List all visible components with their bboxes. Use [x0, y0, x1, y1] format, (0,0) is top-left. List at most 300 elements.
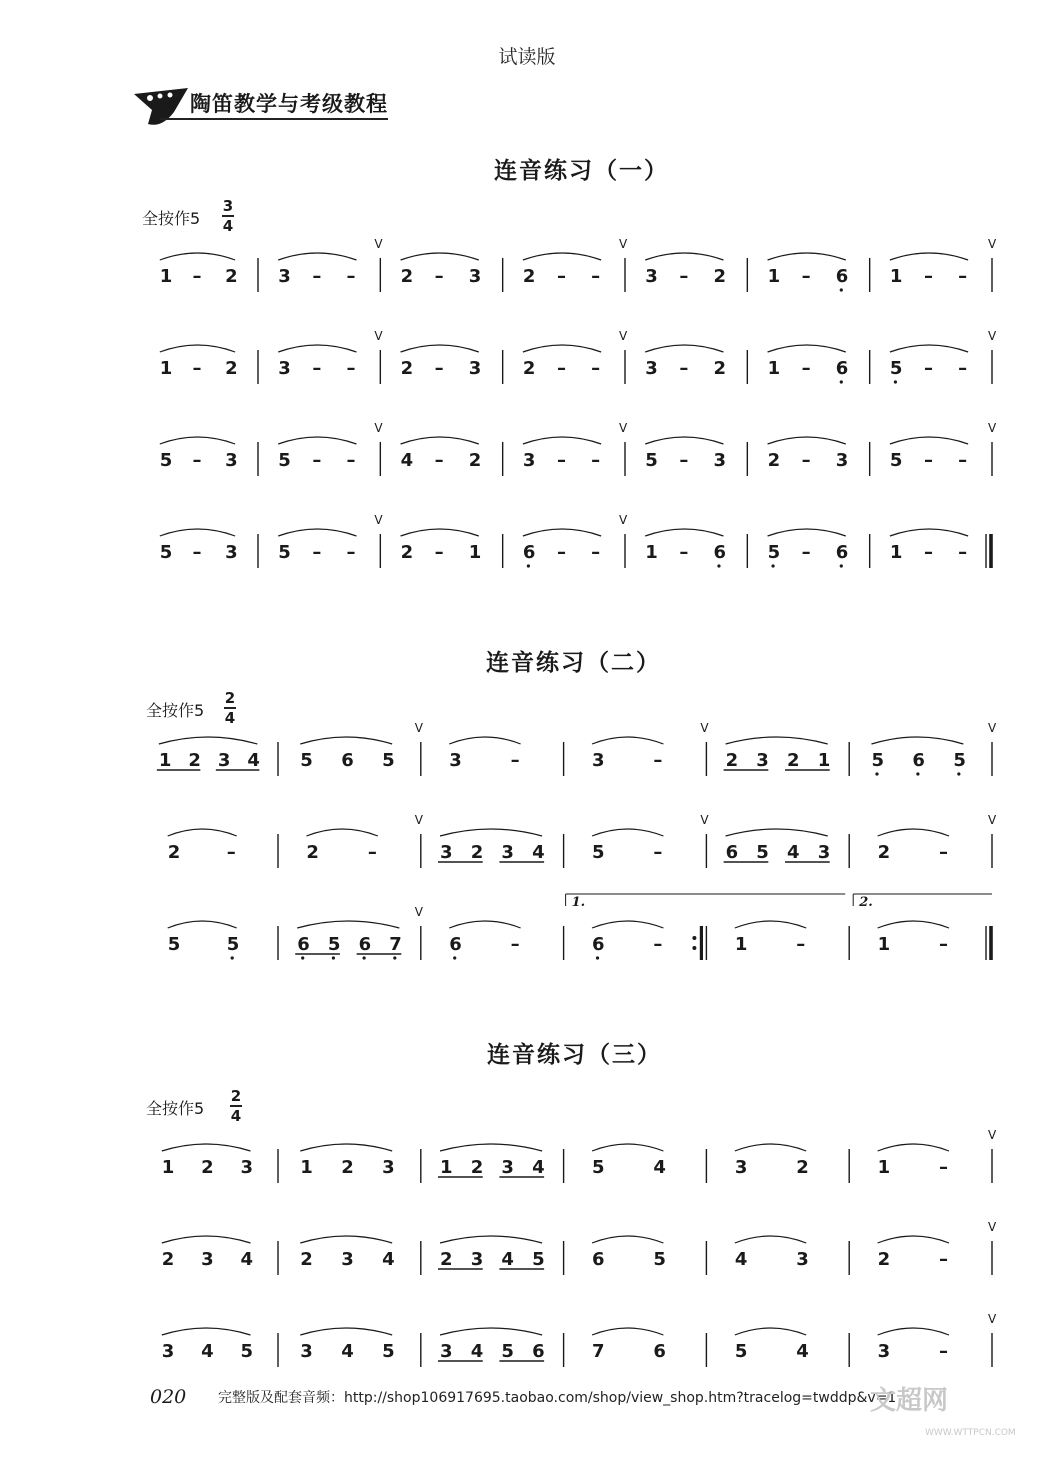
slur: [592, 1144, 663, 1151]
jianpu-note: 4: [247, 750, 260, 771]
breath-mark: V: [374, 421, 383, 435]
dash-note: –: [346, 450, 356, 471]
dash-note: –: [557, 542, 567, 563]
jianpu-note: 1: [300, 1157, 313, 1178]
jianpu-note: 3: [522, 450, 536, 471]
low-octave-dot: [527, 564, 530, 567]
slur: [440, 1236, 542, 1243]
dash-note: –: [679, 358, 689, 379]
dash-note: –: [924, 450, 934, 471]
key-signature-1: 全按作5: [142, 209, 201, 228]
slur: [735, 1236, 806, 1243]
time-signature-2: 2 4: [224, 689, 236, 727]
dash-note: –: [939, 1249, 949, 1270]
slur: [297, 921, 399, 928]
jianpu-note: 6: [912, 750, 925, 771]
jianpu-note: 2: [400, 542, 414, 563]
dash-note: –: [192, 450, 202, 471]
jianpu-note: 4: [400, 450, 414, 471]
slur: [440, 829, 542, 836]
time-signature-1: 3 4: [222, 197, 234, 235]
jianpu-note: 5: [767, 542, 781, 563]
low-octave-dot: [717, 564, 720, 567]
jianpu-note: 6: [532, 1341, 545, 1362]
slur: [726, 737, 828, 744]
jianpu-note: 7: [389, 934, 402, 955]
jianpu-note: 2: [877, 842, 891, 863]
jianpu-note: 5: [734, 1341, 748, 1362]
jianpu-note: 5: [382, 750, 395, 771]
jianpu-note: 1: [158, 750, 172, 771]
slur: [592, 1328, 663, 1335]
jianpu-note: 1: [889, 542, 903, 563]
low-octave-dot: [363, 956, 366, 959]
dash-note: –: [312, 450, 322, 471]
breath-mark: V: [988, 421, 997, 435]
slur: [890, 253, 968, 260]
jianpu-note: 5: [592, 1157, 605, 1178]
jianpu-note: 2: [877, 1249, 891, 1270]
jianpu-note: 5: [645, 450, 658, 471]
jianpu-note: 3: [645, 358, 658, 379]
jianpu-note: 4: [240, 1249, 253, 1270]
breath-mark: V: [414, 905, 424, 919]
slur: [160, 253, 235, 260]
slur: [162, 1328, 251, 1335]
jianpu-note: 3: [225, 542, 238, 563]
jianpu-note: 6: [835, 266, 849, 287]
section-title-2: 连音练习（二）: [486, 650, 661, 676]
jianpu-note: 3: [440, 842, 453, 863]
slur: [168, 829, 237, 836]
repeat-dot: [692, 936, 696, 940]
jianpu-note: 5: [159, 542, 173, 563]
jianpu-note: 3: [382, 1157, 395, 1178]
jianpu-note: 1: [468, 542, 482, 563]
jianpu-note: 6: [449, 934, 462, 955]
jianpu-note: 1: [817, 750, 831, 771]
slur: [440, 1144, 542, 1151]
dash-note: –: [924, 542, 934, 563]
slur: [401, 253, 479, 260]
trial-label: 试读版: [498, 46, 556, 68]
dash-note: –: [939, 1157, 949, 1178]
jianpu-note: 3: [217, 750, 231, 771]
breath-mark: V: [988, 1312, 997, 1326]
dash-note: –: [312, 358, 322, 379]
slur: [768, 437, 846, 444]
jianpu-note: 2: [470, 842, 484, 863]
jianpu-note: 2: [188, 750, 201, 771]
slur: [523, 529, 601, 536]
slur: [735, 1328, 806, 1335]
slur: [878, 829, 949, 836]
jianpu-note: 5: [501, 1341, 514, 1362]
section-title-3: 连音练习（三）: [487, 1042, 662, 1068]
jianpu-note: 1: [767, 266, 781, 287]
dash-note: –: [434, 358, 444, 379]
dash-note: –: [591, 450, 601, 471]
breath-mark: V: [988, 721, 997, 735]
jianpu-note: 3: [796, 1249, 809, 1270]
dash-note: –: [434, 542, 444, 563]
jianpu-note: 5: [240, 1341, 253, 1362]
slur: [890, 529, 968, 536]
jianpu-note: 4: [787, 842, 800, 863]
dash-note: –: [192, 266, 202, 287]
dash-note: –: [958, 358, 968, 379]
jianpu-note: 3: [225, 450, 238, 471]
slur: [768, 345, 846, 352]
jianpu-note: 5: [889, 450, 903, 471]
slur: [878, 1236, 949, 1243]
jianpu-note: 2: [522, 358, 536, 379]
breath-mark: V: [988, 1128, 997, 1142]
jianpu-note: 3: [835, 450, 849, 471]
jianpu-note: 5: [532, 1249, 545, 1270]
jianpu-note: 5: [653, 1249, 666, 1270]
jianpu-note: 3: [201, 1249, 214, 1270]
watermark-url: WWW.WTTPCN.COM: [925, 1428, 1016, 1438]
jianpu-note: 2: [167, 842, 181, 863]
dash-note: –: [939, 842, 949, 863]
dash-note: –: [346, 542, 356, 563]
breath-mark: V: [414, 721, 424, 735]
jianpu-note: 5: [278, 450, 291, 471]
jianpu-note: 2: [400, 358, 414, 379]
dash-note: –: [939, 1341, 949, 1362]
dash-note: –: [591, 358, 601, 379]
slur: [523, 253, 601, 260]
dash-note: –: [924, 358, 934, 379]
slur: [278, 437, 356, 444]
slur: [645, 437, 723, 444]
page-number: 020: [150, 1386, 187, 1408]
dash-note: –: [226, 842, 236, 863]
jianpu-note: 6: [522, 542, 536, 563]
low-octave-dot: [840, 564, 843, 567]
jianpu-note: 4: [796, 1341, 809, 1362]
jianpu-note: 3: [713, 450, 726, 471]
jianpu-note: 2: [796, 1157, 809, 1178]
jianpu-note: 2: [713, 358, 726, 379]
low-octave-dot: [596, 956, 599, 959]
breath-mark: V: [619, 421, 628, 435]
slur: [890, 345, 968, 352]
jianpu-note: 4: [532, 842, 545, 863]
jianpu-note: 6: [592, 1249, 605, 1270]
footer-text: 完整版及配套音频：http://shop106917695.taobao.com/shop/view_shop.htm?tracelog=twddp&v=1: [218, 1390, 897, 1406]
jianpu-note: 3: [161, 1341, 175, 1362]
slur: [440, 1328, 542, 1335]
jianpu-note: 3: [449, 750, 462, 771]
jianpu-note: 5: [592, 842, 605, 863]
slur: [160, 437, 235, 444]
jianpu-note: 6: [653, 1341, 666, 1362]
slur: [278, 529, 356, 536]
slur: [592, 737, 663, 744]
jianpu-note: 3: [877, 1341, 891, 1362]
low-octave-dot: [957, 772, 960, 775]
breath-mark: V: [988, 329, 997, 343]
low-octave-dot: [840, 288, 843, 291]
slur: [160, 345, 235, 352]
jianpu-note: 3: [468, 358, 482, 379]
low-octave-dot: [393, 956, 396, 959]
jianpu-note: 5: [226, 934, 240, 955]
jianpu-note: 6: [725, 842, 739, 863]
slur: [300, 1236, 392, 1243]
jianpu-note: 5: [382, 1341, 395, 1362]
dash-note: –: [653, 934, 663, 955]
jianpu-note: 1: [734, 934, 748, 955]
breath-mark: V: [619, 329, 628, 343]
dash-note: –: [346, 266, 356, 287]
jianpu-note: 6: [835, 358, 849, 379]
slur: [726, 829, 828, 836]
dash-note: –: [801, 450, 811, 471]
slur: [592, 829, 663, 836]
dash-note: –: [958, 542, 968, 563]
jianpu-note: 2: [713, 266, 726, 287]
dash-note: –: [801, 542, 811, 563]
jianpu-note: 3: [592, 750, 605, 771]
dash-note: –: [801, 266, 811, 287]
jianpu-note: 3: [817, 842, 831, 863]
jianpu-note: 5: [871, 750, 885, 771]
section-title-1: 连音练习（一）: [494, 158, 669, 184]
low-octave-dot: [894, 380, 897, 383]
slur: [645, 345, 723, 352]
jianpu-note: 5: [889, 358, 903, 379]
time-signature-3: 2 4: [230, 1087, 242, 1125]
slur: [300, 737, 392, 744]
slur: [449, 921, 520, 928]
slur: [300, 1328, 392, 1335]
dash-note: –: [679, 266, 689, 287]
low-octave-dot: [875, 772, 878, 775]
jianpu-note: 2: [470, 1157, 484, 1178]
slur: [278, 345, 356, 352]
slur: [523, 345, 601, 352]
jianpu-note: 4: [470, 1341, 484, 1362]
jianpu-note: 5: [167, 934, 181, 955]
dash-note: –: [312, 542, 322, 563]
slur: [162, 1236, 251, 1243]
dash-note: –: [801, 358, 811, 379]
breath-mark: V: [988, 1220, 997, 1234]
low-octave-dot: [231, 956, 234, 959]
dash-note: –: [958, 450, 968, 471]
jianpu-note: 2: [225, 266, 238, 287]
slur: [871, 737, 963, 744]
dash-note: –: [679, 542, 689, 563]
slur: [768, 253, 846, 260]
jianpu-note: 3: [278, 266, 291, 287]
slur: [306, 829, 377, 836]
jianpu-note: 4: [382, 1249, 395, 1270]
jianpu-note: 2: [201, 1157, 214, 1178]
jianpu-note: 3: [501, 842, 514, 863]
jianpu-note: 2: [225, 358, 238, 379]
book-title: 陶笛教学与考级教程: [190, 92, 388, 116]
low-octave-dot: [771, 564, 774, 567]
dash-note: –: [192, 542, 202, 563]
low-octave-dot: [840, 380, 843, 383]
low-octave-dot: [332, 956, 335, 959]
jianpu-note: 1: [440, 1157, 453, 1178]
slur: [645, 253, 723, 260]
jianpu-note: 1: [767, 358, 781, 379]
repeat-dot: [692, 946, 696, 950]
jianpu-note: 2: [725, 750, 739, 771]
dash-note: –: [510, 934, 520, 955]
slur: [523, 437, 601, 444]
breath-mark: V: [374, 329, 383, 343]
slur: [162, 1144, 251, 1151]
dash-note: –: [510, 750, 520, 771]
jianpu-note: 2: [341, 1157, 354, 1178]
jianpu-note: 1: [159, 358, 173, 379]
slur: [401, 437, 479, 444]
breath-mark: V: [988, 813, 997, 827]
low-octave-dot: [453, 956, 456, 959]
jianpu-note: 2: [400, 266, 414, 287]
dash-note: –: [557, 266, 567, 287]
jianpu-note: 3: [756, 750, 769, 771]
jianpu-note: 3: [278, 358, 291, 379]
jianpu-note: 3: [645, 266, 658, 287]
slur: [449, 737, 520, 744]
jianpu-note: 5: [159, 450, 173, 471]
dash-note: –: [653, 750, 663, 771]
dash-note: –: [192, 358, 202, 379]
jianpu-note: 2: [300, 1249, 313, 1270]
jianpu-note: 6: [713, 542, 726, 563]
jianpu-note: 5: [327, 934, 341, 955]
jianpu-note: 3: [734, 1157, 748, 1178]
breath-mark: V: [988, 237, 997, 251]
jianpu-note: 3: [341, 1249, 354, 1270]
low-octave-dot: [916, 772, 919, 775]
breath-mark: V: [414, 813, 424, 827]
dash-note: –: [434, 450, 444, 471]
slur: [768, 529, 846, 536]
breath-mark: V: [619, 513, 628, 527]
jianpu-note: 5: [278, 542, 291, 563]
key-signature-2: 全按作5: [146, 701, 205, 720]
ending-label: 1.: [571, 895, 586, 910]
jianpu-note: 1: [645, 542, 658, 563]
jianpu-note: 6: [358, 934, 372, 955]
dash-note: –: [653, 842, 663, 863]
jianpu-note: 1: [159, 266, 173, 287]
slur: [878, 921, 949, 928]
dash-note: –: [312, 266, 322, 287]
jianpu-note: 2: [161, 1249, 175, 1270]
slur: [401, 345, 479, 352]
ending-label: 2.: [859, 895, 873, 910]
jianpu-note: 5: [300, 750, 313, 771]
dash-note: –: [591, 542, 601, 563]
dash-note: –: [679, 450, 689, 471]
slur: [878, 1328, 949, 1335]
breath-mark: V: [700, 721, 709, 735]
jianpu-note: 6: [297, 934, 310, 955]
slur: [592, 1236, 663, 1243]
slur: [592, 921, 663, 928]
jianpu-note: 1: [161, 1157, 175, 1178]
slur: [401, 529, 479, 536]
key-signature-3: 全按作5: [146, 1099, 205, 1118]
slur: [160, 529, 235, 536]
jianpu-note: 1: [877, 1157, 891, 1178]
jianpu-note: 3: [468, 266, 482, 287]
watermark-logo: 文超网: [870, 1386, 949, 1416]
jianpu-note: 4: [653, 1157, 666, 1178]
jianpu-note: 1: [889, 266, 903, 287]
dash-note: –: [367, 842, 377, 863]
jianpu-note: 7: [592, 1341, 605, 1362]
slur: [878, 1144, 949, 1151]
jianpu-note: 3: [470, 1249, 484, 1270]
jianpu-note: 5: [953, 750, 966, 771]
jianpu-note: 2: [468, 450, 482, 471]
jianpu-note: 6: [592, 934, 605, 955]
dash-note: –: [591, 266, 601, 287]
jianpu-note: 4: [501, 1249, 514, 1270]
jianpu-note: 6: [835, 542, 849, 563]
jianpu-note: 4: [734, 1249, 748, 1270]
breath-mark: V: [619, 237, 628, 251]
low-octave-dot: [301, 956, 304, 959]
dash-note: –: [796, 934, 806, 955]
jianpu-note: 3: [440, 1341, 453, 1362]
dash-note: –: [346, 358, 356, 379]
jianpu-note: 3: [240, 1157, 253, 1178]
dash-note: –: [557, 358, 567, 379]
slur: [278, 253, 356, 260]
slur: [300, 1144, 392, 1151]
jianpu-note: 2: [767, 450, 781, 471]
jianpu-note: 1: [877, 934, 891, 955]
jianpu-note: 2: [522, 266, 536, 287]
slur: [735, 1144, 806, 1151]
slur: [645, 529, 723, 536]
jianpu-note: 3: [501, 1157, 514, 1178]
breath-mark: V: [374, 237, 383, 251]
jianpu-note: 2: [306, 842, 319, 863]
jianpu-note: 4: [341, 1341, 354, 1362]
dash-note: –: [958, 266, 968, 287]
jianpu-note: 4: [201, 1341, 214, 1362]
slur: [159, 737, 258, 744]
jianpu-note: 5: [756, 842, 769, 863]
breath-mark: V: [374, 513, 383, 527]
dash-note: –: [939, 934, 949, 955]
jianpu-note: 4: [532, 1157, 545, 1178]
jianpu-note: 2: [787, 750, 800, 771]
jianpu-note: 3: [300, 1341, 313, 1362]
dash-note: –: [434, 266, 444, 287]
jianpu-note: 2: [440, 1249, 453, 1270]
dash-note: –: [557, 450, 567, 471]
slur: [168, 921, 237, 928]
dash-note: –: [924, 266, 934, 287]
slur: [735, 921, 806, 928]
slur: [890, 437, 968, 444]
breath-mark: V: [700, 813, 709, 827]
